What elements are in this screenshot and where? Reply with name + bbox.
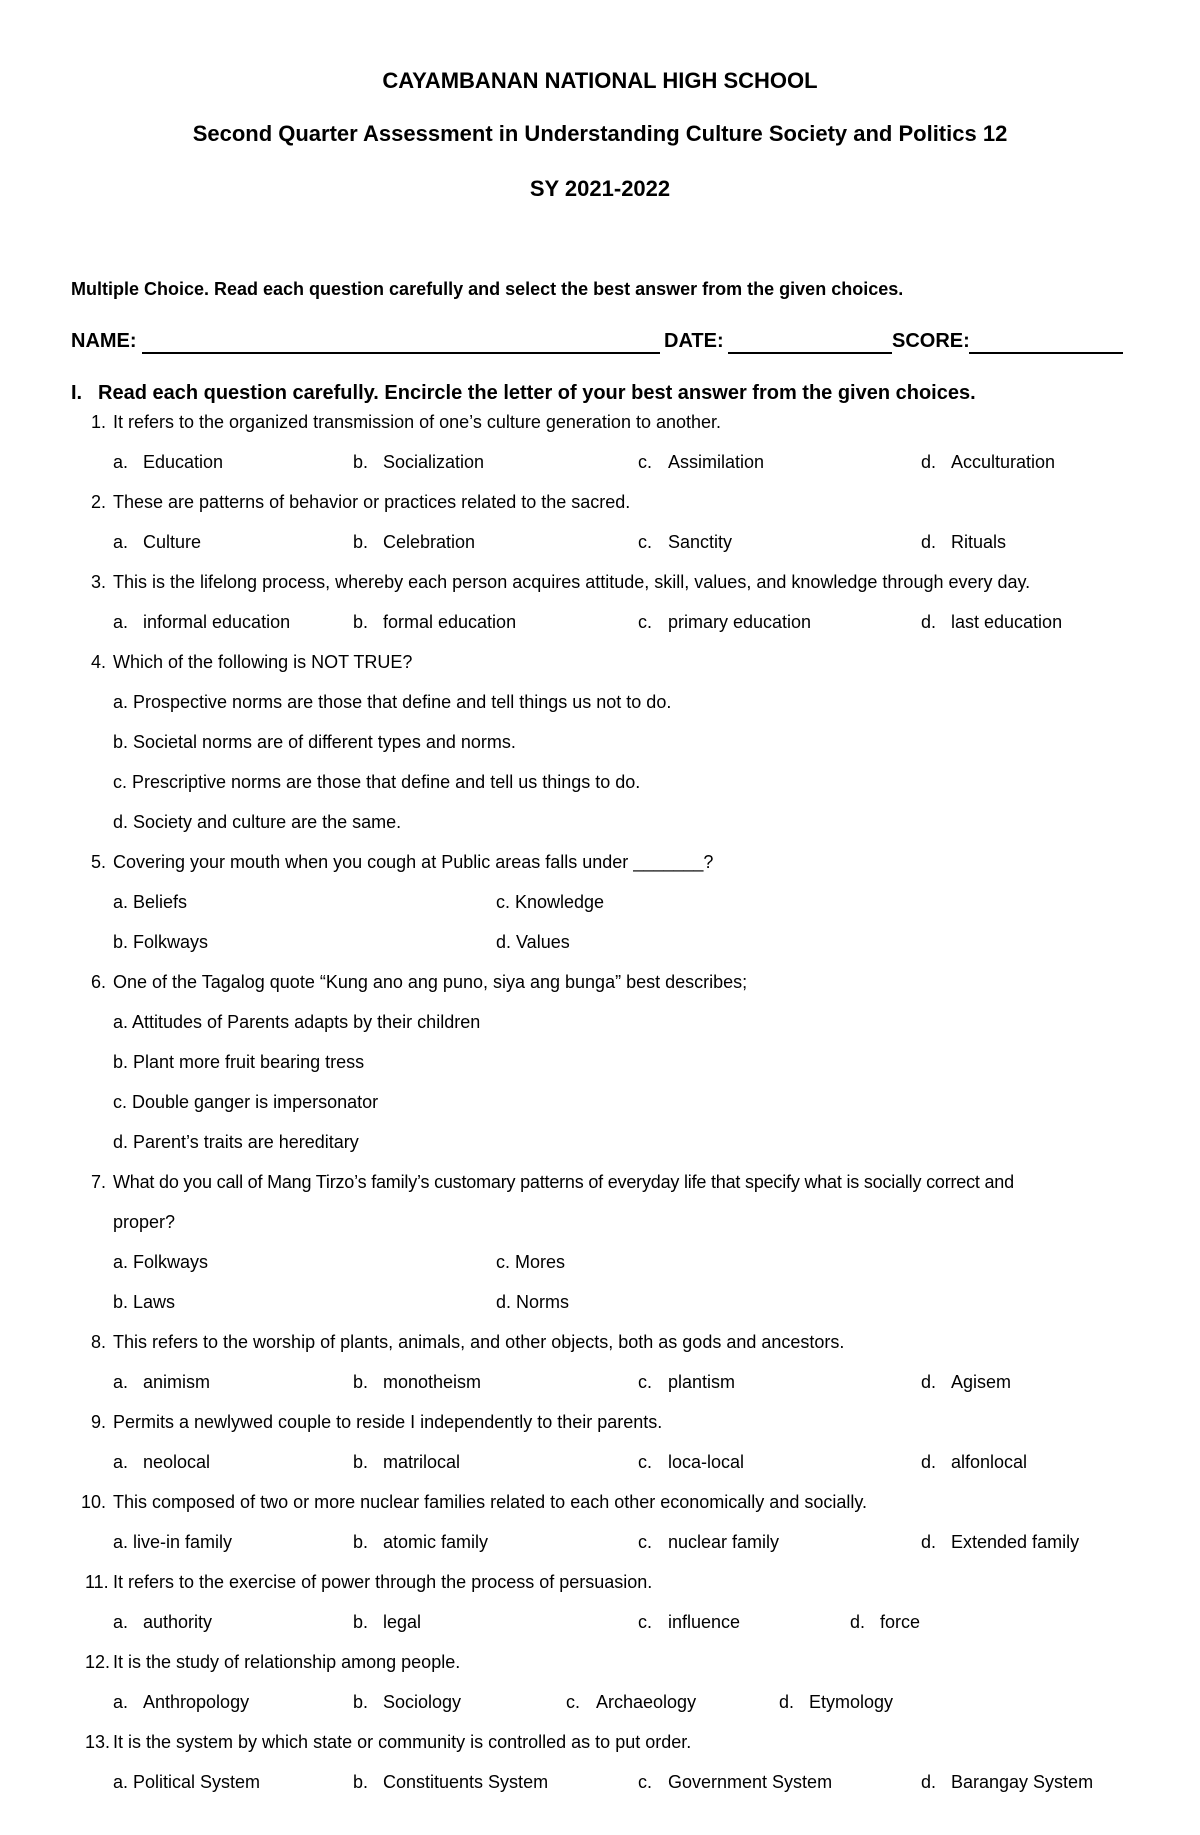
option-letter: d.: [921, 532, 937, 552]
option-letter: b.: [353, 532, 369, 552]
option-a[interactable]: a. live-in family: [113, 1532, 233, 1552]
option-d[interactable]: [779, 1692, 893, 1713]
question-number: 10.: [80, 1492, 106, 1512]
option-a[interactable]: [113, 1372, 210, 1393]
question-text-continued: proper?: [113, 1212, 176, 1232]
option-c[interactable]: [638, 1772, 832, 1793]
option-text: Government System: [668, 1772, 833, 1792]
question-text: It refers to the organized transmission of one’s culture generation to another.: [113, 412, 722, 432]
option-letter: b.: [353, 1772, 369, 1792]
option-letter: a.: [113, 1452, 129, 1472]
option-letter: c.: [638, 1452, 653, 1472]
option-a[interactable]: [113, 1612, 212, 1633]
option-letter: a.: [113, 1372, 129, 1392]
option-d[interactable]: [850, 1612, 920, 1633]
score-field[interactable]: [969, 352, 1123, 354]
option-text: monotheism: [383, 1372, 482, 1392]
question-number: 13.: [85, 1732, 111, 1752]
question-text: What do you call of Mang Tirzo’s family’s customary patterns of everyday life that specify what is socially correct and: [113, 1172, 1014, 1192]
name-field[interactable]: [142, 352, 660, 354]
date-label: DATE:: [664, 330, 724, 352]
option-d[interactable]: d. Norms: [496, 1292, 570, 1312]
option-d[interactable]: [921, 1372, 1011, 1393]
option-letter: b.: [353, 1532, 369, 1552]
date-field[interactable]: [728, 352, 892, 354]
option-letter: d.: [779, 1692, 795, 1712]
option-letter: c.: [638, 612, 653, 632]
option-text: influence: [668, 1612, 741, 1632]
option-d[interactable]: [921, 612, 1062, 633]
option-d[interactable]: [921, 532, 1006, 553]
option-letter: d.: [921, 1772, 937, 1792]
option-text: Archaeology: [596, 1692, 697, 1712]
option-letter: d.: [850, 1612, 866, 1632]
question-text: One of the Tagalog quote “Kung ano ang puno, siya ang bunga” best describes;: [113, 972, 748, 992]
option-letter: c.: [638, 1532, 653, 1552]
option-letter: b.: [353, 1692, 369, 1712]
option-letter: b.: [353, 1372, 369, 1392]
question-text: Which of the following is NOT TRUE?: [113, 652, 413, 672]
option-text: last education: [951, 612, 1063, 632]
option-text: Rituals: [951, 532, 1007, 552]
option-a[interactable]: a. Prospective norms are those that define and tell things us not to do.: [113, 692, 672, 712]
question-text: It is the study of relationship among people.: [113, 1652, 461, 1672]
option-text: atomic family: [383, 1532, 489, 1552]
option-c[interactable]: c. Double ganger is impersonator: [113, 1092, 379, 1112]
option-a[interactable]: [113, 1452, 210, 1473]
question-text: This is the lifelong process, whereby each person acquires attitude, skill, values, and knowledge through every day.: [113, 572, 1031, 592]
option-letter: b.: [353, 1452, 369, 1472]
option-letter: d.: [921, 612, 937, 632]
option-b[interactable]: [353, 452, 484, 473]
option-text: animism: [143, 1372, 211, 1392]
option-a[interactable]: [113, 1692, 249, 1713]
option-letter: b.: [353, 452, 369, 472]
option-b[interactable]: b. Folkways: [113, 932, 209, 952]
option-b[interactable]: [353, 612, 516, 633]
question-number: 3.: [90, 572, 106, 592]
option-c[interactable]: [638, 612, 811, 633]
option-letter: d.: [921, 452, 937, 472]
option-text: Celebration: [383, 532, 476, 552]
option-text: Barangay System: [951, 1772, 1094, 1792]
question-number: 7.: [90, 1172, 106, 1192]
option-text: Culture: [143, 532, 202, 552]
option-d[interactable]: d. Society and culture are the same.: [113, 812, 402, 832]
question-number: 6.: [90, 972, 106, 992]
option-letter: d.: [921, 1532, 937, 1552]
option-text: Socialization: [383, 452, 485, 472]
question-number: 2.: [90, 492, 106, 512]
question-number: 12.: [85, 1652, 111, 1672]
score-label: SCORE:: [892, 330, 970, 352]
option-text: legal: [383, 1612, 422, 1632]
option-d[interactable]: [921, 1772, 1093, 1793]
option-c[interactable]: [638, 1372, 735, 1393]
option-letter: c.: [638, 1372, 653, 1392]
option-c[interactable]: [638, 1612, 740, 1633]
section-heading: Read each question carefully. Encircle the letter of your best answer from the given choices.: [98, 382, 976, 404]
option-b[interactable]: [353, 1452, 460, 1473]
option-text: Acculturation: [951, 452, 1056, 472]
school-year: SY 2021-2022: [529, 176, 671, 201]
option-b[interactable]: [353, 1532, 488, 1553]
option-text: Sanctity: [668, 532, 733, 552]
option-a[interactable]: [113, 532, 201, 553]
option-text: primary education: [668, 612, 812, 632]
option-text: matrilocal: [383, 1452, 461, 1472]
option-text: alfonlocal: [951, 1452, 1028, 1472]
name-label: NAME:: [71, 330, 137, 352]
instructions: Multiple Choice. Read each question carefully and select the best answer from the given choices.: [71, 279, 904, 299]
option-letter: c.: [638, 452, 653, 472]
option-text: plantism: [668, 1372, 736, 1392]
option-letter: a.: [113, 612, 129, 632]
option-letter: c.: [638, 1612, 653, 1632]
option-c[interactable]: c. Mores: [496, 1252, 566, 1272]
option-c[interactable]: [638, 452, 764, 473]
option-c[interactable]: [638, 1452, 744, 1473]
option-text: Assimilation: [668, 452, 765, 472]
question-number: 1.: [90, 412, 106, 432]
option-text: informal education: [143, 612, 291, 632]
question-number: 9.: [90, 1412, 106, 1432]
option-letter: b.: [353, 1612, 369, 1632]
option-text: Extended family: [951, 1532, 1080, 1552]
option-text: Etymology: [809, 1692, 894, 1712]
option-letter: c.: [566, 1692, 581, 1712]
exam-title: Second Quarter Assessment in Understanding Culture Society and Politics 12: [192, 121, 1008, 146]
question-number: 5.: [90, 852, 106, 872]
option-c[interactable]: c. Prescriptive norms are those that define and tell us things to do.: [113, 772, 641, 792]
question-number: 8.: [90, 1332, 106, 1352]
option-b[interactable]: b. Laws: [113, 1292, 176, 1312]
option-d[interactable]: d. Values: [496, 932, 570, 952]
option-letter: a.: [113, 452, 129, 472]
option-text: neolocal: [143, 1452, 211, 1472]
option-c[interactable]: [638, 1532, 779, 1553]
question-text: It refers to the exercise of power through the process of persuasion.: [113, 1572, 653, 1592]
question-text: Covering your mouth when you cough at Public areas falls under _______?: [113, 852, 714, 872]
option-letter: d.: [921, 1452, 937, 1472]
option-letter: c.: [638, 532, 653, 552]
option-a[interactable]: a. Political System: [113, 1772, 261, 1792]
question-text: This composed of two or more nuclear families related to each other economically and socially.: [113, 1492, 868, 1512]
option-text: formal education: [383, 612, 517, 632]
section-numeral: I.: [71, 382, 83, 404]
option-d[interactable]: [921, 452, 1055, 473]
option-text: Sociology: [383, 1692, 462, 1712]
option-b[interactable]: [353, 532, 475, 553]
option-letter: a.: [113, 1612, 129, 1632]
question-text: It is the system by which state or community is controlled as to put order.: [113, 1732, 692, 1752]
option-text: force: [880, 1612, 921, 1632]
option-letter: b.: [353, 612, 369, 632]
question-number: 11.: [85, 1572, 109, 1592]
option-b[interactable]: [353, 1692, 461, 1713]
question-text: Permits a newlywed couple to reside I independently to their parents.: [113, 1412, 663, 1432]
question-number: 4.: [90, 652, 106, 672]
option-text: Education: [143, 452, 224, 472]
option-a[interactable]: [113, 452, 223, 473]
option-b[interactable]: [353, 1372, 481, 1393]
option-text: nuclear family: [668, 1532, 780, 1552]
option-letter: a.: [113, 532, 129, 552]
option-a[interactable]: a. Beliefs: [113, 892, 188, 912]
option-d[interactable]: [921, 1452, 1027, 1473]
option-text: Anthropology: [143, 1692, 250, 1712]
option-d[interactable]: d. Parent’s traits are hereditary: [113, 1132, 359, 1152]
option-text: authority: [143, 1612, 213, 1632]
option-d[interactable]: [921, 1532, 1079, 1553]
option-text: Constituents System: [383, 1772, 549, 1792]
option-text: Agisem: [951, 1372, 1012, 1392]
option-c[interactable]: [566, 1692, 696, 1713]
option-letter: a.: [113, 1692, 129, 1712]
option-a[interactable]: [113, 612, 290, 633]
option-letter: d.: [921, 1372, 937, 1392]
option-text: loca-local: [668, 1452, 745, 1472]
question-text: This refers to the worship of plants, animals, and other objects, both as gods and ancestors.: [113, 1332, 845, 1352]
option-b[interactable]: [353, 1772, 548, 1793]
option-a[interactable]: a. Folkways: [113, 1252, 209, 1272]
option-b[interactable]: [353, 1612, 421, 1633]
option-a[interactable]: a. Attitudes of Parents adapts by their children: [113, 1012, 481, 1032]
option-b[interactable]: b. Societal norms are of different types and norms.: [113, 732, 516, 752]
question-text: These are patterns of behavior or practices related to the sacred.: [113, 492, 631, 512]
option-b[interactable]: b. Plant more fruit bearing tress: [113, 1052, 365, 1072]
option-letter: c.: [638, 1772, 653, 1792]
option-c[interactable]: [638, 532, 732, 553]
option-c[interactable]: c. Knowledge: [496, 892, 605, 912]
school-name: CAYAMBANAN NATIONAL HIGH SCHOOL: [382, 68, 818, 93]
